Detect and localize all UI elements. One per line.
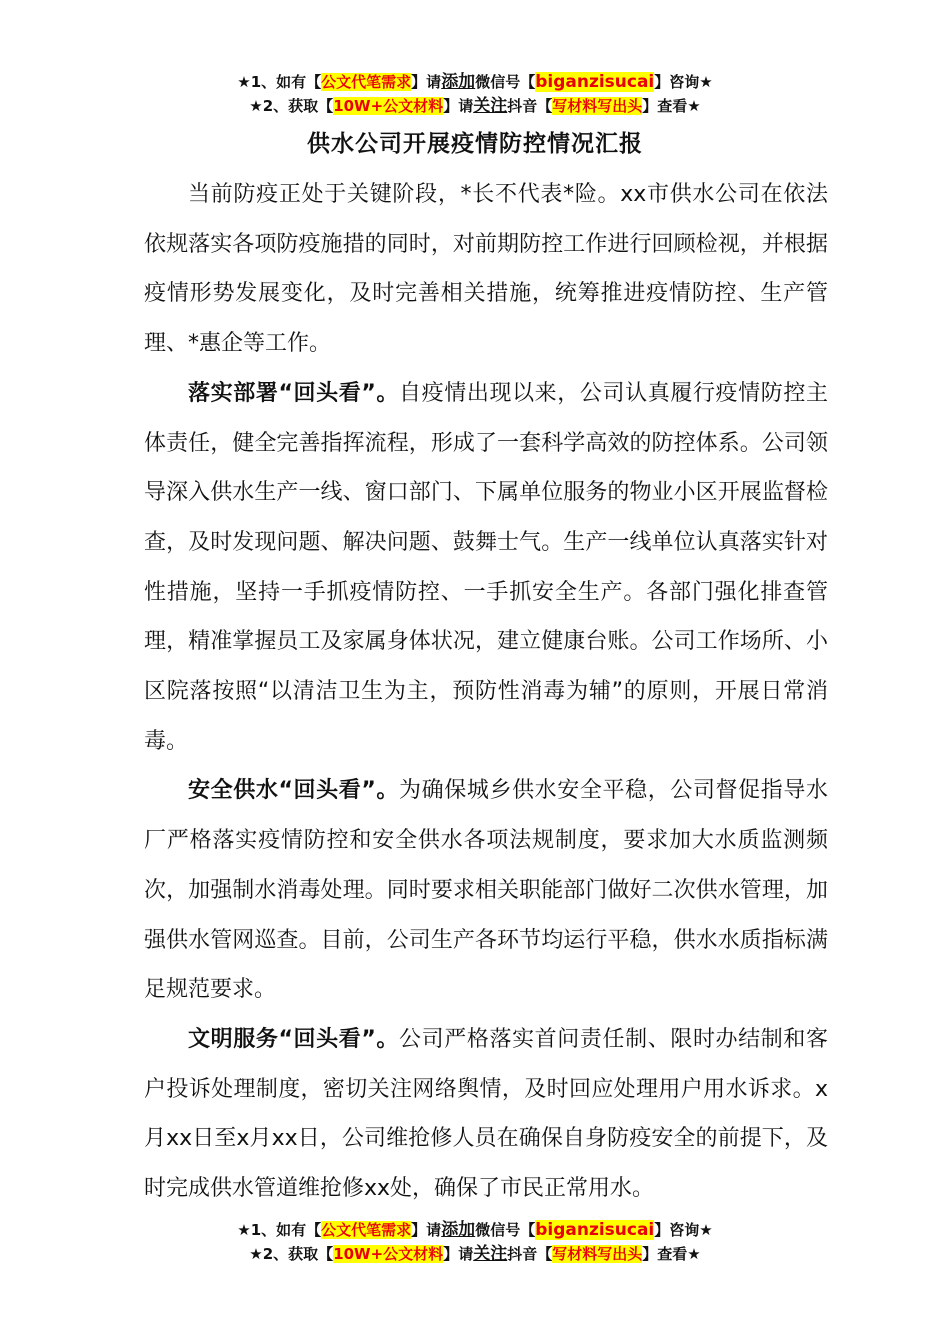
document-title: 供水公司开展疫情防控情况汇报: [307, 131, 643, 157]
promo-douyin-id: 写材料写出头: [552, 97, 643, 115]
promo-banner-bottom: [0, 1218, 950, 1266]
promo-text: ★2、获取【: [249, 97, 334, 115]
promo-highlight: 公文代笔需求: [321, 1221, 412, 1239]
promo-text: 】请: [411, 1221, 442, 1239]
paragraph-heading: 文明服务“回头看”。: [188, 1026, 400, 1052]
promo-text: ★1、如有【: [237, 73, 322, 91]
paragraph-intro: [144, 170, 828, 369]
paragraph-water-safety: [144, 766, 828, 1015]
promo-text: 】请: [443, 1245, 474, 1263]
promo-underlined: 关注: [473, 1244, 508, 1264]
promo-text: 】请: [443, 97, 474, 115]
promo-text: 】查看★: [642, 1245, 701, 1263]
paragraph-heading: 安全供水“回头看”。: [188, 778, 400, 804]
promo-highlight: 10W+公文材料: [333, 1245, 444, 1263]
promo-text: 抖音【: [507, 1245, 553, 1263]
promo-underlined: 关注: [473, 96, 508, 116]
promo-line-1: [0, 1218, 950, 1242]
promo-text: 】请: [411, 73, 442, 91]
promo-text: ★1、如有【: [237, 1221, 322, 1239]
promo-highlight: 10W+公文材料: [333, 97, 444, 115]
promo-text: ★2、获取【: [249, 1245, 334, 1263]
promo-douyin-id: 写材料写出头: [552, 1245, 643, 1263]
document-body: [144, 170, 828, 1214]
promo-underlined: 添加: [441, 72, 476, 92]
promo-highlight: 公文代笔需求: [321, 73, 412, 91]
promo-text: 】查看★: [642, 97, 701, 115]
promo-text: 微信号【: [475, 73, 536, 91]
promo-text: 抖音【: [507, 97, 553, 115]
paragraph-text: 为确保城乡供水安全平稳，公司督促指导水厂严格落实疫情防控和安全供水各项法规制度，要求加大水质监测频次，加强制水消毒处理。同时要求相关职能部门做好二次供水管理，加强供水管网巡查。目前，公司生产各环节均运行平稳，供水水质指标满足规范要求。: [144, 778, 828, 1003]
paragraph-heading: 落实部署“回头看”。: [188, 380, 400, 406]
promo-line-2: [0, 94, 950, 118]
promo-line-2: [0, 1242, 950, 1266]
paragraph-text: 公司严格落实首问责任制、限时办结制和客户投诉处理制度，密切关注网络舆情，及时回应处理用户用水诉求。x月xx日至x月xx日，公司维抢修人员在确保自身防疫安全的前提下，及时完成供水管道维抢修xx处，确保了市民正常用水。: [144, 1026, 828, 1202]
paragraph-deployment: [144, 369, 828, 767]
promo-banner-top: [0, 70, 950, 118]
promo-wechat-id: biganzisucai: [535, 1220, 655, 1240]
promo-text: 】咨询★: [654, 73, 713, 91]
promo-text: 微信号【: [475, 1221, 536, 1239]
promo-line-1: [0, 70, 950, 94]
promo-underlined: 添加: [441, 1220, 476, 1240]
promo-wechat-id: biganzisucai: [535, 72, 655, 92]
paragraph-text: 当前防疫正处于关键阶段，*长不代表*险。xx市供水公司在依法依规落实各项防疫施措的同时，对前期防控工作进行回顾检视，并根据疫情形势发展变化，及时完善相关措施，统筹推进疫情防控、生产管理、*惠企等工作。: [144, 182, 828, 357]
promo-text: 】咨询★: [654, 1221, 713, 1239]
paragraph-service: [144, 1015, 828, 1214]
paragraph-text: 自疫情出现以来，公司认真履行疫情防控主体责任，健全完善指挥流程，形成了一套科学高效的防控体系。公司领导深入供水生产一线、窗口部门、下属单位服务的物业小区开展监督检查，及时发现问题、解决问题、鼓舞士气。生产一线单位认真落实针对性措施，坚持一手抓疫情防控、一手抓安全生产。各部门强化排查管理，精准掌握员工及家属身体状况，建立健康台账。公司工作场所、小区院落按照“以清洁卫生为主，预防性消毒为辅”的原则，开展日常消毒。: [144, 380, 828, 754]
